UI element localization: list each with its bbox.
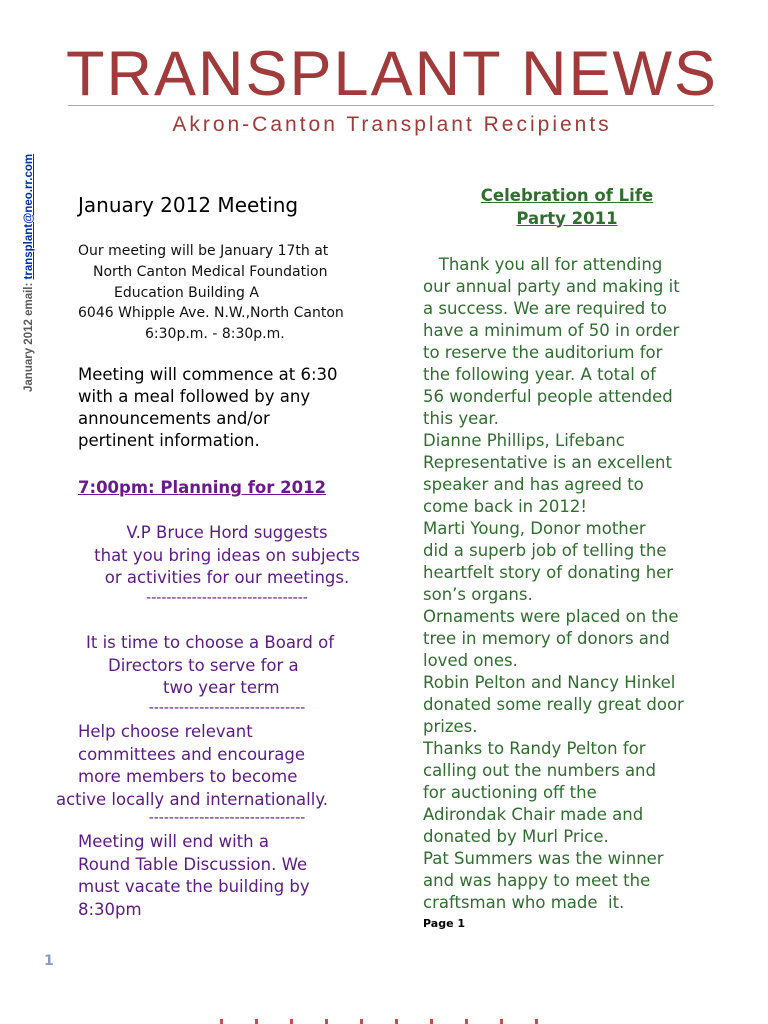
address-line: 6:30p.m. - 8:30p.m. [145, 326, 285, 343]
story-line: calling out the numbers and [423, 761, 656, 780]
celebration-heading-line: Party 2011 [516, 208, 618, 228]
story-line: Marti Young, Donor mother [423, 519, 646, 538]
story-line: to reserve the auditorium for [423, 343, 663, 362]
story-line: loved ones. [423, 651, 518, 670]
masthead-title: TRANSPLANT NEWS [66, 39, 718, 109]
address-line: Our meeting will be January 17th at [78, 243, 329, 259]
celebration-heading-line: Celebration of Life [480, 186, 654, 205]
vp-suggestion [62, 522, 392, 590]
story-line: heartfelt story of donating her [423, 563, 674, 582]
story-line: have a minimum of 50 in order [423, 321, 680, 340]
help-line: active locally and internationally. [56, 789, 328, 809]
divider: ------------------------------- [148, 700, 306, 716]
sidebar-contact [22, 154, 36, 392]
celebration-story [423, 254, 723, 914]
meeting-title: January 2012 Meeting [78, 193, 299, 217]
story-line: Thank you all for attending [423, 255, 663, 274]
meeting-address [62, 241, 392, 345]
page-number: 1 [44, 953, 54, 969]
story-line: Robin Pelton and Nancy Hinkel [423, 673, 676, 692]
story-line: come back in 2012! [423, 497, 587, 516]
address-line: 6046 Whipple Ave. N.W.,North Canton [78, 305, 344, 322]
story-line: speaker and has agreed to [423, 475, 644, 494]
footer-ornament [220, 1016, 560, 1024]
address-line: North Canton Medical Foundation [93, 263, 328, 280]
story-line: Adirondak Chair made and [423, 805, 644, 824]
page-label: Page 1 [423, 917, 466, 930]
story-line: a success. We are required to [423, 299, 668, 318]
story-line: 56 wonderful people attended [423, 387, 673, 406]
vp-line: or activities for our meetings. [104, 568, 350, 587]
story-line: son’s organs. [423, 585, 533, 604]
story-line: craftsman who made it. [423, 893, 625, 912]
celebration-heading [412, 185, 722, 230]
story-line: the following year. A total of [423, 365, 656, 384]
story-line: and was happy to meet the [423, 871, 651, 890]
board-line: It is time to choose a Board of [86, 633, 335, 652]
divider: -------------------------------- [146, 590, 308, 606]
story-line: Ornaments were placed on the [423, 607, 679, 626]
story-line: Dianne Phillips, Lifebanc [423, 431, 625, 450]
story-line: tree in memory of donors and [423, 629, 670, 648]
commence-line: Meeting will commence at 6:30 [78, 365, 338, 384]
story-line: for auctioning off the [423, 783, 597, 802]
story-line: donated some really great door [423, 695, 684, 714]
vp-line: that you bring ideas on subjects [94, 545, 360, 565]
email-link[interactable]: transplant@neo.rr.com [23, 153, 35, 280]
story-line: donated by Murl Price. [423, 827, 609, 846]
story-line: prizes. [423, 717, 478, 736]
help-line: more members to become [78, 767, 298, 786]
story-line: did a superb job of telling the [423, 541, 667, 560]
masthead-subtitle: Akron-Canton Transplant Recipients [172, 113, 612, 136]
planning-heading: 7:00pm: Planning for 2012 [78, 478, 327, 497]
masthead-rule [68, 105, 714, 106]
address-line: Education Building A [114, 284, 259, 301]
vp-line: V.P Bruce Hord suggests [126, 523, 328, 542]
commence-paragraph [78, 364, 398, 452]
story-line: our annual party and making it [423, 277, 680, 296]
commence-line: with a meal followed by any [78, 387, 311, 406]
board-paragraph [62, 632, 392, 700]
divider: ------------------------------- [148, 810, 306, 826]
board-line: two year term [163, 678, 280, 697]
end-line: must vacate the building by [78, 877, 310, 896]
end-line: Round Table Discussion. We [78, 854, 308, 874]
story-line: Pat Summers was the winner [423, 849, 664, 868]
board-line: Directors to serve for a [108, 655, 299, 675]
sidebar-label: January 2012 email: [23, 279, 35, 392]
end-line: 8:30pm [78, 899, 142, 919]
story-line: Representative is an excellent [423, 453, 672, 472]
story-line: Thanks to Randy Pelton for [423, 739, 646, 758]
help-paragraph [50, 721, 395, 811]
commence-line: announcements and/or [78, 409, 270, 428]
help-line: Help choose relevant [78, 722, 253, 741]
end-line: Meeting will end with a [78, 832, 269, 851]
story-line: this year. [423, 409, 499, 428]
end-paragraph [78, 831, 398, 921]
help-line: committees and encourage [78, 744, 306, 764]
commence-line: pertinent information. [78, 431, 260, 450]
